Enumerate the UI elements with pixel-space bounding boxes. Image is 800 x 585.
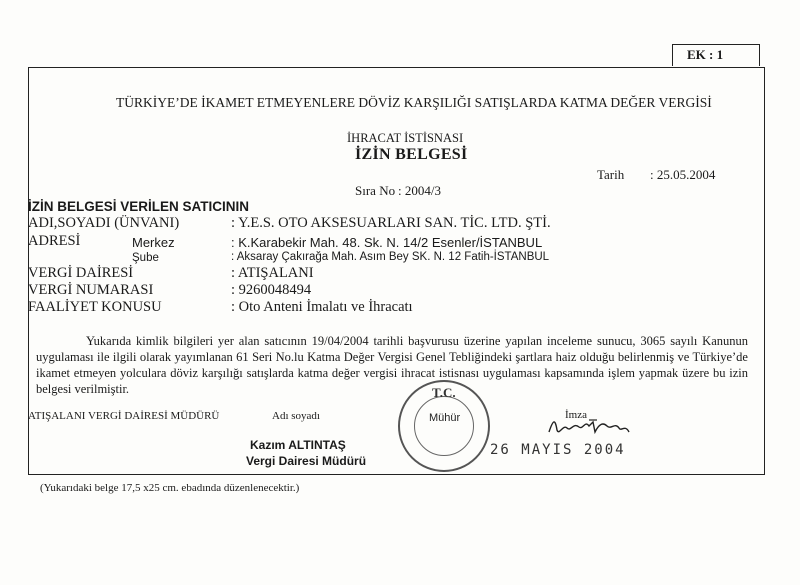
- sube-address: : Aksaray Çakırağa Mah. Asım Bey SK. N. 12 Fatih-İSTANBUL: [231, 251, 550, 263]
- serial-label: Sıra No: [355, 183, 396, 198]
- document-title: İZİN BELGESİ: [355, 146, 468, 163]
- official-name: Kazım ALTINTAŞ: [250, 438, 346, 452]
- section-title: İZİN BELGESİ VERİLEN SATICININ: [28, 199, 250, 214]
- tax-office-label: VERGİ DAİRESİ: [28, 265, 134, 281]
- tax-number-value: : 9260048494: [231, 282, 312, 298]
- activity-value: : Oto Anteni İmalatı ve İhracatı: [231, 299, 413, 315]
- activity-label: FAALİYET KONUSU: [28, 299, 162, 315]
- body-paragraph: [36, 333, 748, 397]
- tax-office-value: : ATIŞALANI: [231, 265, 314, 281]
- name-label: ADI,SOYADI (ÜNVANI): [28, 215, 180, 231]
- merkez-address: : K.Karabekir Mah. 48. Sk. N. 14/2 Esenler/İSTANBUL: [231, 235, 543, 250]
- tax-number-label: VERGİ NUMARASI: [28, 282, 154, 298]
- serial-value: : 2004/3: [398, 183, 441, 198]
- official-title: Vergi Dairesi Müdürü: [246, 454, 367, 468]
- name-field-label: Adı soyadı: [272, 410, 320, 422]
- seal-label: Mühür: [429, 412, 461, 424]
- document-subtitle: İHRACAT İSTİSNASI: [347, 131, 464, 145]
- date-stamp: 26 MAYIS 2004: [490, 442, 626, 458]
- address-label: ADRESİ: [28, 233, 81, 249]
- annex-label: EK : 1: [687, 47, 724, 62]
- sube-label: Şube: [132, 252, 159, 264]
- date-label: Tarih: [597, 167, 625, 182]
- seal-tc-text: T.C.: [432, 385, 456, 400]
- paragraph-text: Yukarıda kimlik bilgileri yer alan satıcının 19/04/2004 tarihli başvurusu üzerine yapılan inceleme sunucu, 3065 sayılı Kanunun uygulaması ile ilgili olarak yayımlanan 61 Seri No.lu Katma Değer Vergisi Genel Tebliğindeki şartlara haiz olduğu belirlenmiş ve Türkiye’de ikamet etmeyen yolculara döviz karşılığı satışlarda katma değer vergisi ihracat istisnası uygulaması kapsamında işlem yapmak üzere bu izin belgesi verilmiştir.: [36, 334, 748, 396]
- handwritten-signature: [545, 410, 635, 445]
- office-head-label: ATIŞALANI VERGİ DAİRESİ MÜDÜRÜ: [28, 410, 220, 422]
- merkez-label: Merkez: [132, 235, 175, 250]
- name-value: : Y.E.S. OTO AKSESUARLARI SAN. TİC. LTD. ŞTİ.: [231, 215, 551, 231]
- signature-label: İmza: [565, 409, 587, 421]
- size-note: (Yukarıdaki belge 17,5 x25 cm. ebadında düzenlenecektir.): [40, 482, 300, 494]
- date-value: : 25.05.2004: [650, 167, 716, 182]
- seal-inner-ring: [414, 396, 474, 456]
- document-main-title: TÜRKİYE’DE İKAMET ETMEYENLERE DÖVİZ KARŞILIĞI SATIŞLARDA KATMA DEĞER VERGİSİ: [116, 95, 712, 110]
